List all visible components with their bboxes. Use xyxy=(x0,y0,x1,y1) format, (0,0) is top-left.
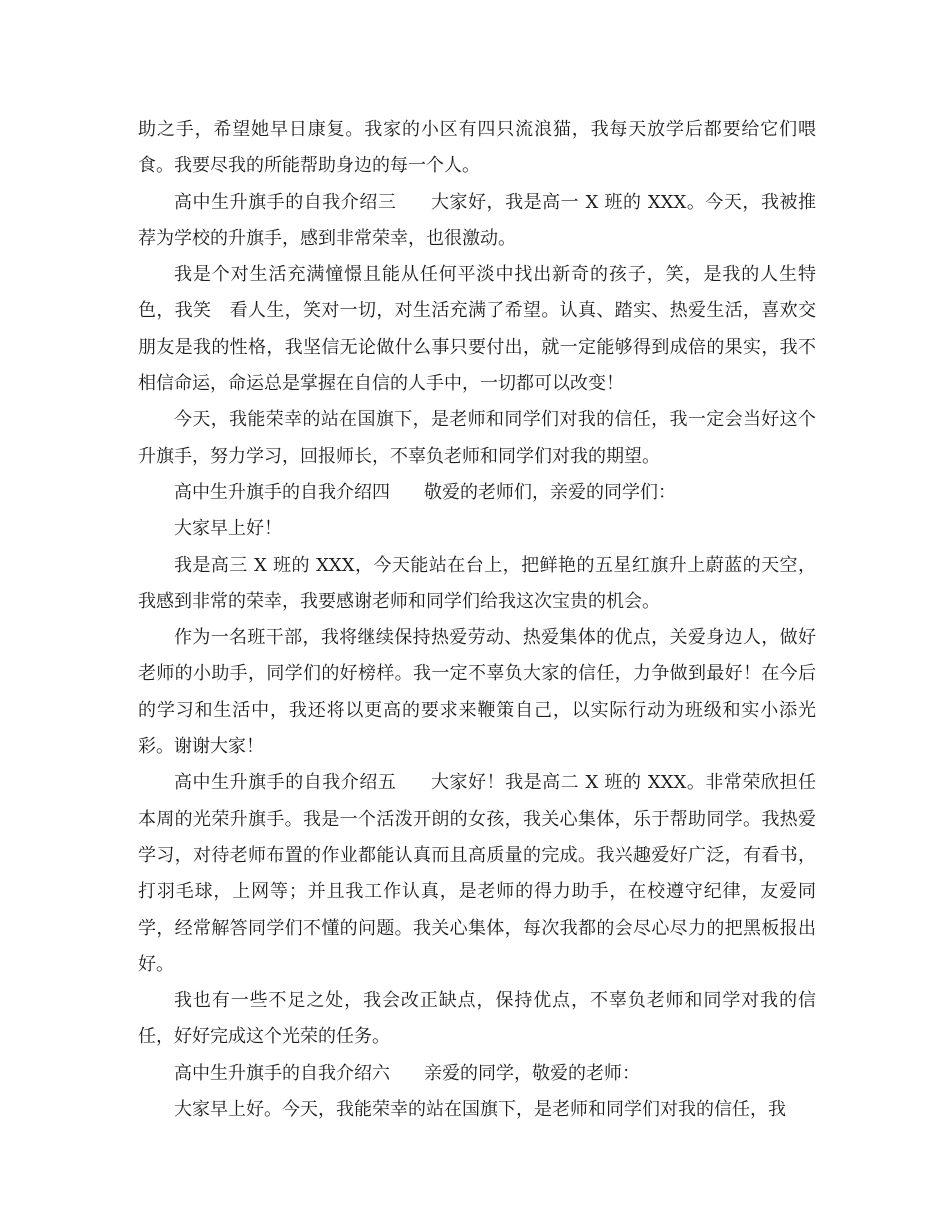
paragraph-2 xyxy=(138,185,816,258)
section-heading-5: 高中生升旗手的自我介绍五 xyxy=(174,772,397,794)
paragraph-text: 我是高三 X 班的 XXX，今天能站在台上，把鲜艳的五星红旗升上蔚蓝的天空，我感到非常的荣幸，我要感谢老师和同学们给我这次宝贵的机会。 xyxy=(138,554,816,612)
paragraph-text: 今天，我能荣幸的站在国旗下，是老师和同学们对我的信任，我一定会当好这个升旗手，努力学习，回报师长，不辜负老师和同学们对我的期望。 xyxy=(138,409,816,467)
paragraph-text: 亲爱的同学，敬爱的老师： xyxy=(424,1062,640,1084)
paragraph-8 xyxy=(138,620,816,765)
paragraph-6 xyxy=(138,511,816,547)
section-heading-6: 高中生升旗手的自我介绍六 xyxy=(174,1062,390,1084)
section-heading-4: 高中生升旗手的自我介绍四 xyxy=(174,481,390,503)
paragraph-10 xyxy=(138,983,816,1056)
paragraph-text: 大家早上好。今天，我能荣幸的站在国旗下，是老师和同学们对我的信任，我 xyxy=(174,1099,786,1121)
section-heading-3: 高中生升旗手的自我介绍三 xyxy=(174,191,397,213)
paragraph-text: 大家好！我是高二 X 班的 XXX。非常荣欣担任本周的光荣升旗手。我是一个活泼开朗的女孩，我关心集体，乐于帮助同学。我热爱学习，对待老师布置的作业都能认真而且高质量的完成。我兴趣爱好广泛，有看书，打羽毛球，上网等；并且我工作认真，是老师的得力助手，在校遵守纪律，友爱同学，经常解答同学们不懂的问题。我关心集体，每次我都的会尽心尽力的把黑板报出好。 xyxy=(138,772,817,975)
paragraph-4 xyxy=(138,402,816,475)
paragraph-text: 大家好，我是高一 X 班的 XXX。今天，我被推荐为学校的升旗手，感到非常荣幸，也很激动。 xyxy=(138,191,817,249)
paragraph-text: 助之手，希望她早日康复。我家的小区有四只流浪猫，我每天放学后都要给它们喂食。我要尽我的所能帮助身边的每一个人。 xyxy=(138,119,816,177)
paragraph-12 xyxy=(138,1092,816,1128)
paragraph-text: 我也有一些不足之处，我会改正缺点，保持优点，不辜负老师和同学对我的信任，好好完成这个光荣的任务。 xyxy=(138,990,816,1048)
paragraph-text: 大家早上好！ xyxy=(174,518,282,540)
document-body xyxy=(138,112,816,1128)
paragraph-9 xyxy=(138,765,816,983)
paragraph-11 xyxy=(138,1056,816,1092)
paragraph-7 xyxy=(138,548,816,621)
paragraph-5 xyxy=(138,475,816,511)
paragraph-text: 我是个对生活充满憧憬且能从任何平淡中找出新奇的孩子，笑，是我的人生特色，我笑 看人生，笑对一切，对生活充满了希望。认真、踏实、热爱生活，喜欢交朋友是我的性格，我坚信无论做什么事只要付出，就一定能够得到成倍的果实，我不相信命运，命运总是掌握在自信的人手中，一切都可以改变！ xyxy=(138,264,816,395)
paragraph-text: 敬爱的老师们，亲爱的同学们： xyxy=(424,481,676,503)
paragraph-3 xyxy=(138,257,816,402)
paragraph-text: 作为一名班干部，我将继续保持热爱劳动、热爱集体的优点，关爱身边人，做好老师的小助手，同学们的好榜样。我一定不辜负大家的信任，力争做到最好！在今后的学习和生活中，我还将以更高的要求来鞭策自己，以实际行动为班级和实小添光彩。谢谢大家！ xyxy=(138,627,816,758)
paragraph-1 xyxy=(138,112,816,185)
